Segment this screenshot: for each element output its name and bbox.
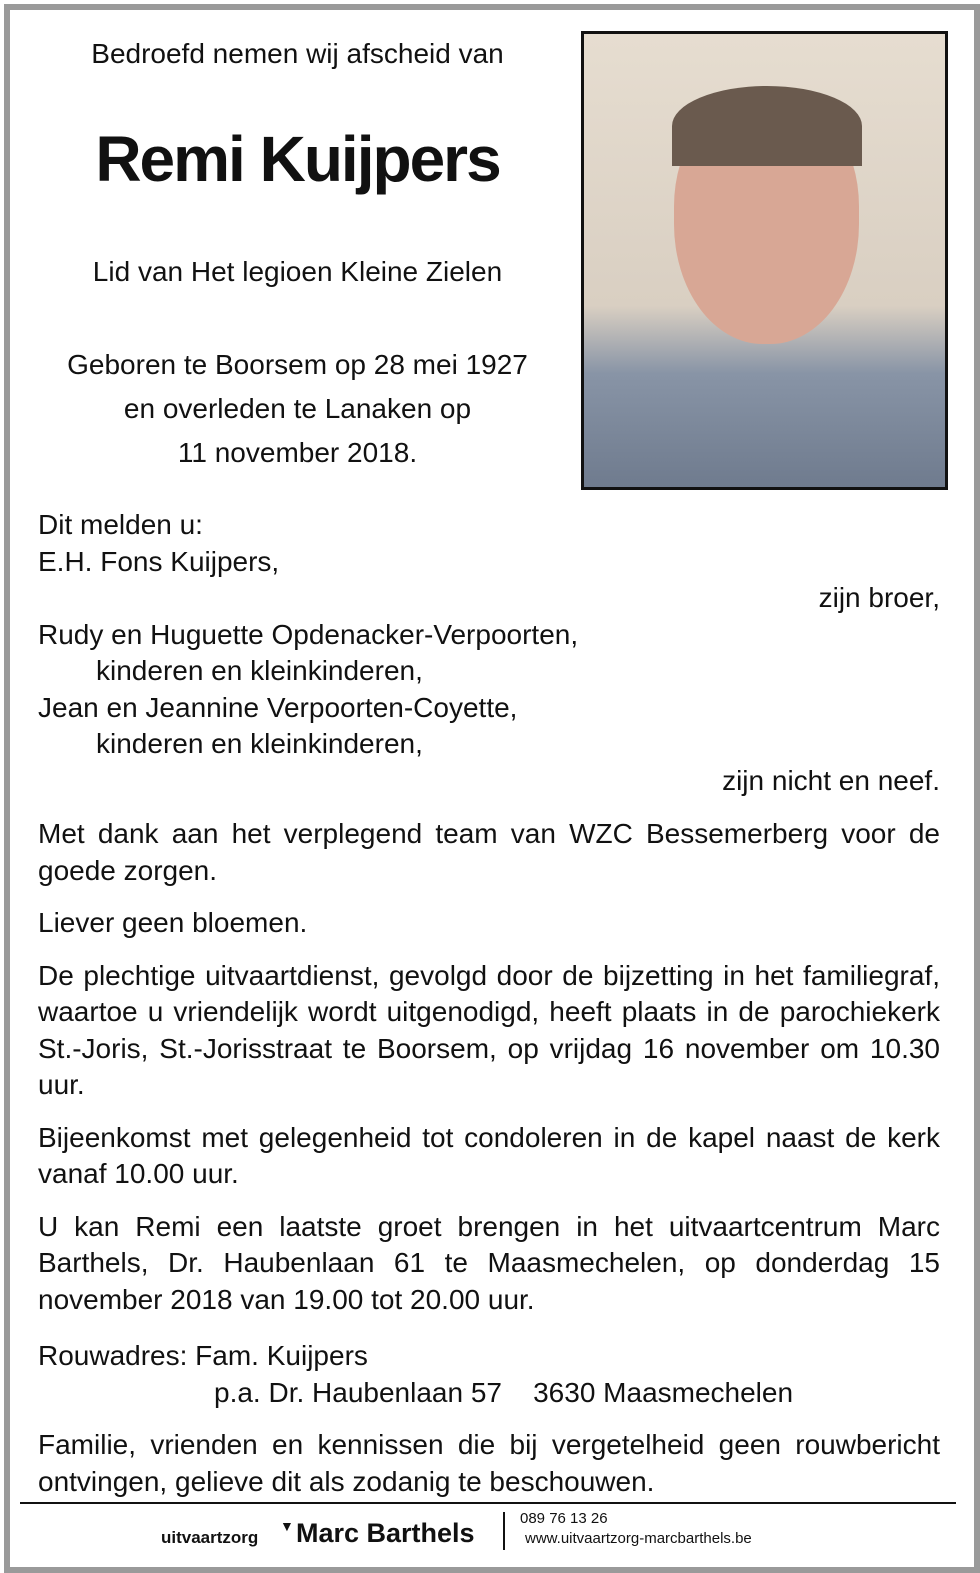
intro-text: Bedroefd nemen wij afscheid van xyxy=(91,38,504,69)
family-line: E.H. Fons Kuijpers, xyxy=(38,545,280,577)
address-label: Rouwadres: Fam. Kuijpers xyxy=(38,1340,368,1371)
footer xyxy=(0,1510,980,1555)
footer-divider xyxy=(20,1502,956,1504)
closing-paragraph: Familie, vrienden en kennissen die bij vergetelheid geen rouwbericht ontvingen, gelieve dit als zodanig te beschouwen. xyxy=(38,1429,940,1497)
birth-line: Geboren te Boorsem op 28 mei 1927 xyxy=(67,349,528,380)
death-date: 11 november 2018. xyxy=(177,437,418,468)
thanks-paragraph: Met dank aan het verplegend team van WZC Bessemerberg voor de goede zorgen. xyxy=(38,818,940,886)
portrait-photo xyxy=(581,31,948,490)
gathering-paragraph: Bijeenkomst met gelegenheid tot condoleren in de kapel naast de kerk vanaf 10.00 uur. xyxy=(38,1121,940,1189)
footer-website: www.uitvaartzorg-marcbarthels.be xyxy=(525,1530,752,1547)
visit-paragraph: U kan Remi een laatste groet brengen in het uitvaartcentrum Marc Barthels, Dr. Haubenlaan 61 te Maasmechelen, op donderdag 15 november 2018 van 19.00 tot 20.00 uur. xyxy=(38,1210,940,1315)
family-line: Rudy en Huguette Opdenacker-Verpoorten, xyxy=(38,618,579,650)
address-line: p.a. Dr. Haubenlaan 57 3630 Maasmechelen xyxy=(214,1376,794,1408)
family-list xyxy=(38,507,940,799)
family-relation: zijn nicht en neef. xyxy=(722,764,940,796)
flowers-paragraph: Liever geen bloemen. xyxy=(38,907,308,938)
family-line: Jean en Jeannine Verpoorten-Coyette, xyxy=(38,691,518,723)
triangle-icon: ▼ xyxy=(280,1518,294,1534)
deceased-name: Remi Kuijpers xyxy=(95,123,500,195)
announcement-body xyxy=(38,816,940,1500)
service-paragraph: De plechtige uitvaartdienst, gevolgd door de bijzetting in het familiegraf, waartoe u vriendelijk wordt uitgenodigd, heeft plaats in de parochiekerk St.-Joris, St.-Jorisstraat te Boorsem, op vrijdag 16 november om 10.30 uur. xyxy=(38,959,940,1100)
death-line: en overleden te Lanaken op xyxy=(123,393,472,424)
footer-prefix: uitvaartzorg xyxy=(161,1528,259,1547)
footer-brand: Marc Barthels xyxy=(296,1518,475,1548)
footer-phone: 089 76 13 26 xyxy=(520,1510,608,1527)
family-intro: Dit melden u: xyxy=(38,509,203,540)
membership-text: Lid van Het legioen Kleine Zielen xyxy=(92,256,503,287)
birth-death-info xyxy=(20,343,575,475)
footer-separator xyxy=(503,1512,505,1550)
family-line: kinderen en kleinkinderen, xyxy=(96,728,423,759)
portrait-hair xyxy=(672,86,862,166)
family-line: kinderen en kleinkinderen, xyxy=(96,655,423,686)
family-relation: zijn broer, xyxy=(818,582,940,613)
